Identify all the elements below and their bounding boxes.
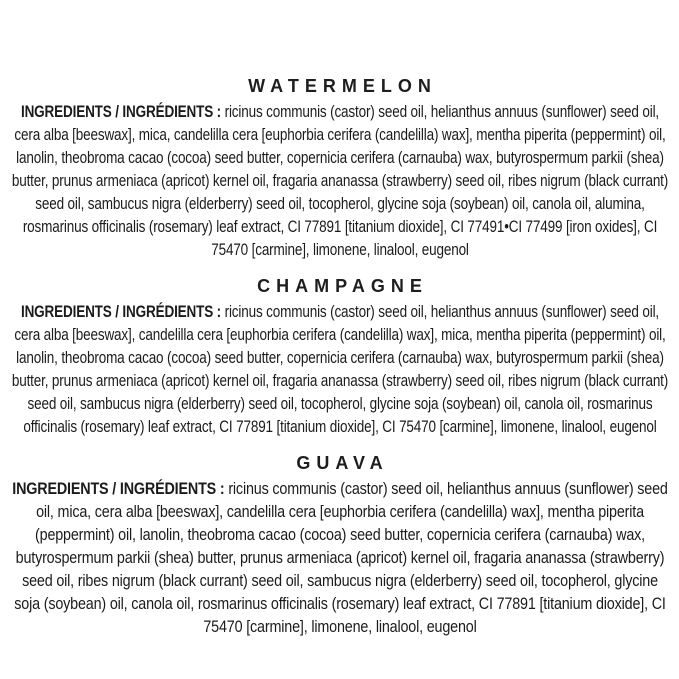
section-champagne bbox=[0, 276, 679, 439]
ingredients-label-champagne: INGREDIENTS / INGRÉDIENTS : bbox=[20, 303, 221, 321]
section-title-guava: GUAVA bbox=[296, 453, 389, 473]
section-watermelon bbox=[0, 76, 679, 262]
ingredients-text-watermelon: ricinus communis (castor) seed oil, helianthus annuus (sunflower) seed oil, cera alba [beeswax], mica, candelilla cera [euphorbia cerifera (candelilla) wax], mentha piperita (peppermint) oil, lanolin, theobroma cacao (cocoa) seed butter, copernicia cerifera (carnauba) wax, butyrospermum parkii (shea) butter, prunus armeniaca (apricot) kernel oil, fragaria ananassa (strawberry) seed oil, ribes nigrum (black currant) seed oil, sambucus nigra (elderberry) seed oil, tocopherol, glycine soja (soybean) oil, canola oil, alumina, rosmarinus officinalis (rosemary) leaf extract, CI 77891 [titanium dioxide], CI 77491•CI 77499 [iron oxides], CI 75470 [carmine], limonene, linalool, eugenol bbox=[11, 103, 668, 259]
ingredients-label-guava: INGREDIENTS / INGRÉDIENTS : bbox=[11, 480, 224, 498]
section-title-watermelon: WATERMELON bbox=[248, 76, 437, 96]
ingredients-text-champagne: ricinus communis (castor) seed oil, helianthus annuus (sunflower) seed oil, cera alba [beeswax], candelilla cera [euphorbia cerifera (candelilla) wax], mica, mentha piperita (peppermint) oil, lanolin, theobroma cacao (cocoa) seed butter, copernicia cerifera (carnauba) wax, butyrospermum parkii (shea) butter, prunus armeniaca (apricot) kernel oil, fragaria ananassa (strawberry) seed oil, ribes nigrum (black currant) seed oil, sambucus nigra (elderberry) seed oil, tocopherol, glycine soja (soybean) oil, canola oil, rosmarinus officinalis (rosemary) leaf extract, CI 77891 [titanium dioxide], CI 75470 [carmine], limonene, linalool, eugenol bbox=[11, 303, 668, 436]
ingredients-text-guava: ricinus communis (castor) seed oil, helianthus annuus (sunflower) seed oil, mica, cera alba [beeswax], candelilla cera [euphorbia cerifera (candelilla) wax], mentha piperita (peppermint) oil, lanolin, theobroma cacao (cocoa) seed butter, copernicia cerifera (carnauba) wax, butyrospermum parkii (shea) butter, prunus armeniaca (apricot) kernel oil, fragaria ananassa (strawberry) seed oil, ribes nigrum (black currant) seed oil, sambucus nigra (elderberry) seed oil, tocopherol, glycine soja (soybean) oil, canola oil, rosmarinus officinalis (rosemary) leaf extract, CI 77891 [titanium dioxide], CI 75470 [carmine], limonene, linalool, eugenol bbox=[13, 480, 668, 636]
ingredients-paragraph-watermelon bbox=[0, 101, 679, 262]
ingredients-paragraph-guava bbox=[0, 478, 679, 639]
section-title-champagne: CHAMPAGNE bbox=[257, 276, 428, 296]
ingredients-label-watermelon: INGREDIENTS / INGRÉDIENTS : bbox=[20, 103, 221, 121]
section-guava bbox=[0, 453, 679, 639]
ingredients-paragraph-champagne bbox=[0, 301, 679, 439]
